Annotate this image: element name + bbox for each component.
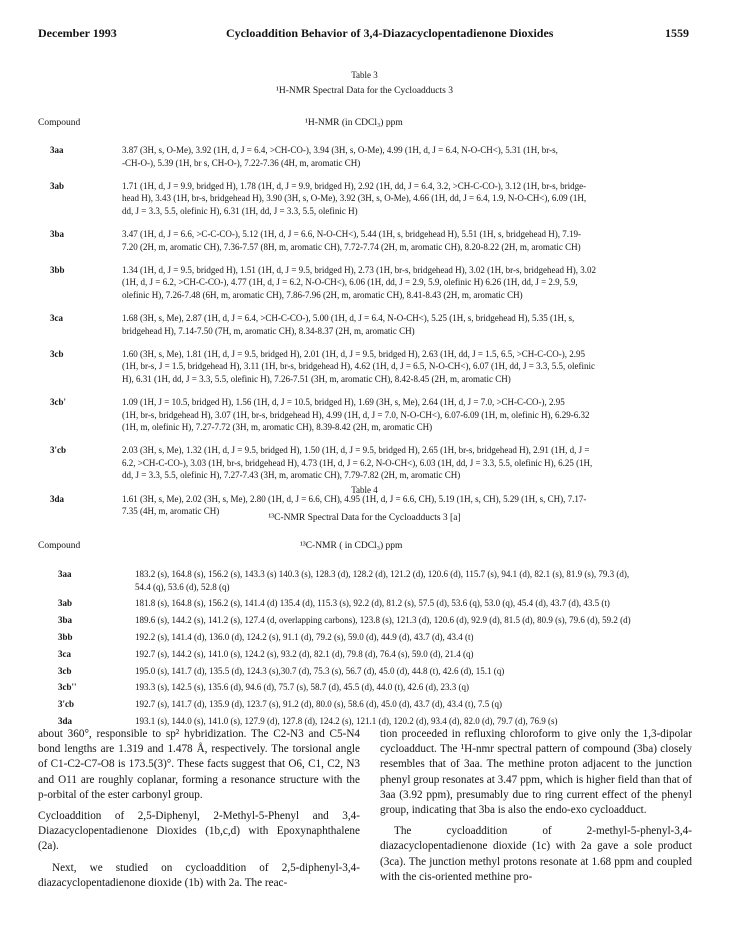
spectral-data: [122, 348, 700, 386]
spectral-data: [135, 614, 705, 627]
data-line: 192.2 (s), 141.4 (d), 136.0 (d), 124.2 (s), 91.1 (d), 79.2 (s), 59.0 (d), 44.9 (d), 43.7 (d), 43.4 (t): [135, 632, 474, 642]
data-line: 54.4 (q), 53.6 (d), 52.8 (q): [135, 581, 230, 592]
body-column-left: [38, 727, 360, 897]
data-line: dd, J = 3.3, 5.5, olefinic H), 6.31 (1H, dd, J = 3.3, 5.5, olefinic H): [122, 205, 358, 216]
body-paragraph: Cycloaddition of 2,5-Diphenyl, 2-Methyl-5-Phenyl and 3,4-Diazacyclopentadienone Dioxides (1b,c,d) with Epoxynaphthalene (2a).: [38, 810, 360, 853]
compound-id: 3ba: [50, 229, 65, 239]
compound-id: 3aa: [50, 145, 64, 155]
compound-id: 3ba: [58, 615, 73, 626]
spectral-data: [135, 715, 705, 728]
spectral-data: [135, 648, 705, 661]
spectral-data: [122, 228, 700, 253]
compound-id: 3'cb: [58, 699, 75, 710]
table3-col-compound: Compound: [38, 118, 81, 128]
body-paragraph: about 360°, responsible to sp² hybridization. The C2-N3 and C5-N4 bond lengths are 1.319 and 1.478 Å, respectively. The torsional angle of C1-C2-C7-O8 is 173.5(3)°. These facts suggest that O6, C1, C2, N3 and O11 are roughly coplanar, forming a resonance structure with the p-orbital of the ester carbonyl group.: [38, 728, 360, 801]
compound-id: 3ab: [58, 598, 73, 609]
data-line: H), 6.31 (1H, dd, J = 3.3, 5.5, olefinic H), 7.26-7.51 (3H, m, aromatic CH), 8.42-8.45 (2H, m, aromatic CH): [122, 373, 511, 384]
compound-id: 3cb'': [58, 682, 77, 693]
spectral-data: [135, 631, 705, 644]
data-line: (1H, m, olefinic H), 7.27-7.72 (3H, m, aromatic CH), 8.39-8.42 (2H, m, aromatic CH): [122, 422, 433, 433]
data-line: (1H, d, J = 6.2, >CH-C-CO-), 4.77 (1H, d, J = 6.2, N-O-CH<), 6.06 (1H, dd, J = 2.9, 5.9, olefinic H) 6.26 (1H, dd, J = 2.9, 5.9,: [122, 277, 578, 288]
compound-id: 3'cb: [50, 445, 67, 456]
spectral-data: [122, 144, 700, 169]
data-line: 7.35 (4H, m, aromatic CH): [122, 506, 220, 517]
data-line: (1H, br-s, J = 1.5, bridgehead H), 3.11 (1H, br-s, bridgehead H), 4.62 (1H, d, J = 6.5, N-O-CH<), 6.07 (1H, dd, J = 3.3, 5.5, olefinic: [122, 361, 596, 372]
data-line: 1.60 (3H, s, Me), 1.81 (1H, d, J = 9.5, bridged H), 2.01 (1H, d, J = 9.5, bridged H), 2.63 (1H, dd, J = 1.5, 6.5, >CH-C-CO-), 2.95: [122, 348, 586, 359]
compound-id: 3bb: [50, 264, 65, 275]
data-line: 192.7 (s), 144.2 (s), 141.0 (s), 124.2 (s), 93.2 (d), 82.1 (d), 79.8 (d), 76.4 (s), 59.0 (d), 21.4 (q): [135, 648, 474, 659]
data-line: 1.34 (1H, d, J = 9.5, bridged H), 1.51 (1H, d, J = 9.5, bridged H), 2.73 (1H, br-s, bridgehead H), 3.02 (1H, br-s, bridgehead H), 3.02: [122, 264, 596, 275]
data-line: head H), 3.43 (1H, br-s, bridgehead H), 3.90 (3H, s, O-Me), 3.92 (3H, s, O-Me), 4.66 (1H, dd, J = 6.4, 1.9, N-O-CH<), 6.09 (1H,: [122, 193, 587, 204]
spectral-data: [135, 665, 705, 678]
table4-label: Table 4: [351, 485, 378, 495]
data-line: 6.2, >CH-C-CO-), 3.03 (1H, br-s, bridgehead H), 4.73 (1H, d, J = 6.2, N-O-CH<), 6.03 (1H, dd, J = 3.3, 5.5, olefinic H), 6.25 (1H,: [122, 457, 593, 468]
spectral-data: [135, 681, 705, 694]
data-line: dd, J = 3.3, 5.5, olefinic H), 7.27-7.43 (3H, m, aromatic CH), 7.79-7.82 (2H, m, aromatic CH): [122, 470, 461, 481]
body-column-right: [380, 727, 692, 891]
data-line: 7.20 (2H, m, aromatic CH), 7.36-7.57 (8H, m, aromatic CH), 7.72-7.74 (2H, m, aromatic CH), 8.20-8.22 (2H, m, aromatic CH): [122, 241, 581, 252]
data-line: (1H, br-s, bridgehead H), 3.07 (1H, br-s, bridgehead H), 4.99 (1H, d, J = 7.0, N-O-CH<), 6.07-6.09 (1H, m, olefinic H), 6.29-6.32: [122, 409, 590, 420]
body-paragraph: The cycloaddition of 2-methyl-5-phenyl-3,4-diazacyclopentadienone dioxide (1c) with 2a gave a sole product (3ca). The junction methyl protons resonate at 1.68 ppm and coupled with the cis-oriented methine pro-: [380, 825, 692, 883]
data-line: 193.3 (s), 142.5 (s), 135.6 (d), 94.6 (d), 75.7 (s), 58.7 (d), 45.5 (d), 44.0 (t), 42.6 (d), 23.3 (q): [135, 682, 469, 693]
table4-col-data: ¹³C-NMR ( in CDCl₃) ppm: [300, 541, 403, 551]
table3-caption: ¹H-NMR Spectral Data for the Cycloadducts 3: [276, 86, 453, 96]
compound-id: 3aa: [58, 569, 72, 579]
compound-id: 3ab: [50, 180, 65, 191]
data-line: olefinic H), 7.26-7.48 (6H, m, aromatic CH), 7.86-7.96 (2H, m, aromatic CH), 8.41-8.43 (2H, m, aromatic CH): [122, 289, 523, 300]
compound-id: 3da: [50, 493, 65, 504]
spectral-data: [135, 698, 705, 711]
compound-id: 3ca: [50, 313, 63, 323]
body-paragraph: Next, we studied on cycloaddition of 2,5-diphenyl-3,4-diazacyclopentadienone dioxide (1b) with 2a. The reac-: [38, 861, 360, 889]
table4-caption: ¹³C-NMR Spectral Data for the Cycloadducts 3 [a]: [268, 513, 461, 523]
header-date: December 1993: [38, 26, 117, 40]
data-line: 189.6 (s), 144.2 (s), 141.2 (s), 127.4 (d, overlapping carbons), 123.8 (s), 121.3 (d), 120.6 (d), 92.9 (d), 81.5 (d), 80.9 (s), 79.6 (d), 59.2 (d): [135, 615, 631, 626]
compound-id: 3bb: [58, 632, 73, 642]
data-line: 2.03 (3H, s, Me), 1.32 (1H, d, J = 9.5, bridged H), 1.50 (1H, d, J = 9.5, bridged H), 2.65 (1H, br-s, bridgehead H), 2.91 (1H, d, J =: [122, 445, 590, 456]
spectral-data: [122, 312, 700, 337]
spectral-data: [122, 396, 700, 434]
data-line: 3.87 (3H, s, O-Me), 3.92 (1H, d, J = 6.4, >CH-CO-), 3.94 (3H, s, O-Me), 4.99 (1H, d, J = 6.4, N-O-CH<), 5.31 (1H, br-s,: [122, 145, 558, 155]
table3-label: Table 3: [351, 70, 378, 80]
spectral-data: [122, 444, 700, 482]
data-line: 1.68 (3H, s, Me), 2.87 (1H, d, J = 6.4, >CH-C-CO-), 5.00 (1H, d, J = 6.4, N-O-CH<), 5.25 (1H, s, bridgehead H), 5.35 (1H, s,: [122, 313, 575, 323]
compound-id: 3cb: [58, 665, 72, 676]
page-number: 1559: [665, 26, 689, 40]
data-line: 3.47 (1H, d, J = 6.6, >C-C-CO-), 5.12 (1H, d, J = 6.6, N-O-CH<), 5.44 (1H, s, bridgehead H), 5.51 (1H, s, bridgehead H), 7.19-: [122, 229, 581, 239]
data-line: bridgehead H), 7.14-7.50 (7H, m, aromatic CH), 8.34-8.37 (2H, m, aromatic CH): [122, 325, 415, 336]
compound-id: 3cb: [50, 348, 64, 359]
body-paragraph: tion proceeded in refluxing chloroform to give only the 1,3-dipolar cycloadduct. The ¹H-nmr spectral pattern of compound (3ba) closely resembles that of 3aa. The methine proton adjacent to the junction phenyl group resonates at 3.47 ppm, which is higher field than that of 3aa (3.92 ppm), presumably due to ring current effect of the phenyl group, indicating that 3ba is also the endo-exo cycloadduct.: [380, 728, 692, 817]
header-title: Cycloaddition Behavior of 3,4-Diazacyclopentadienone Dioxides: [226, 26, 554, 40]
data-line: 192.7 (s), 141.7 (d), 135.9 (d), 123.7 (s), 91.2 (d), 80.0 (s), 58.6 (d), 45.0 (d), 43.7 (d), 43.4 (t), 7.5 (q): [135, 699, 502, 710]
running-header: [38, 26, 689, 46]
compound-id: 3cb': [50, 397, 67, 407]
table4-col-compound: Compound: [38, 541, 81, 551]
spectral-data: [122, 180, 700, 218]
data-line: 1.61 (3H, s, Me), 2.02 (3H, s, Me), 2.80 (1H, d, J = 6.6, CH), 4.95 (1H, d, J = 6.6, CH), 5.19 (1H, s, CH), 5.29 (1H, s, CH), 7.17-: [122, 493, 587, 504]
spectral-data: [122, 264, 700, 302]
data-line: 181.8 (s), 164.8 (s), 156.2 (s), 141.4 (d) 135.4 (d), 115.3 (s), 92.2 (d), 81.2 (s), 57.5 (d), 53.6 (q), 53.0 (q), 45.4 (d), 43.7 (d), 43.5 (t): [135, 598, 610, 609]
data-line: 1.71 (1H, d, J = 9.9, bridged H), 1.78 (1H, d, J = 9.9, bridged H), 2.92 (1H, dd, J = 6.4, 3.2, >CH-C-CO-), 3.12 (1H, br-s, bridge-: [122, 180, 587, 191]
data-line: 183.2 (s), 164.8 (s), 156.2 (s), 143.3 (s) 140.3 (s), 128.3 (d), 128.2 (d), 121.2 (d), 120.6 (d), 115.7 (s), 94.1 (d), 82.1 (s), 81.9 (s), 79.3 (d),: [135, 569, 630, 579]
data-line: 193.1 (s), 144.0 (s), 141.0 (s), 127.9 (d), 127.8 (d), 124.2 (s), 121.1 (d), 120.2 (d), 93.4 (d), 82.0 (d), 79.7 (d), 76.9 (s): [135, 716, 558, 726]
data-line: 195.0 (s), 141.7 (d), 135.5 (d), 124.3 (s),30.7 (d), 75.3 (s), 56.7 (d), 45.0 (d), 44.8 (t), 42.6 (d), 15.1 (q): [135, 665, 505, 676]
data-line: 1.09 (1H, J = 10.5, bridged H), 1.56 (1H, d, J = 10.5, bridged H), 1.69 (3H, s, Me), 2.64 (1H, d, J = 7.0, >CH-C-CO-), 2.95: [122, 397, 565, 407]
table3-col-data: ¹H-NMR (in CDCl₃) ppm: [305, 118, 403, 128]
data-line: -CH-O-), 5.39 (1H, br s, CH-O-), 7.22-7.36 (4H, m, aromatic CH): [122, 157, 361, 168]
spectral-data: [135, 568, 705, 593]
compound-id: 3da: [58, 716, 73, 726]
compound-id: 3ca: [58, 648, 71, 659]
spectral-data: [135, 597, 705, 610]
